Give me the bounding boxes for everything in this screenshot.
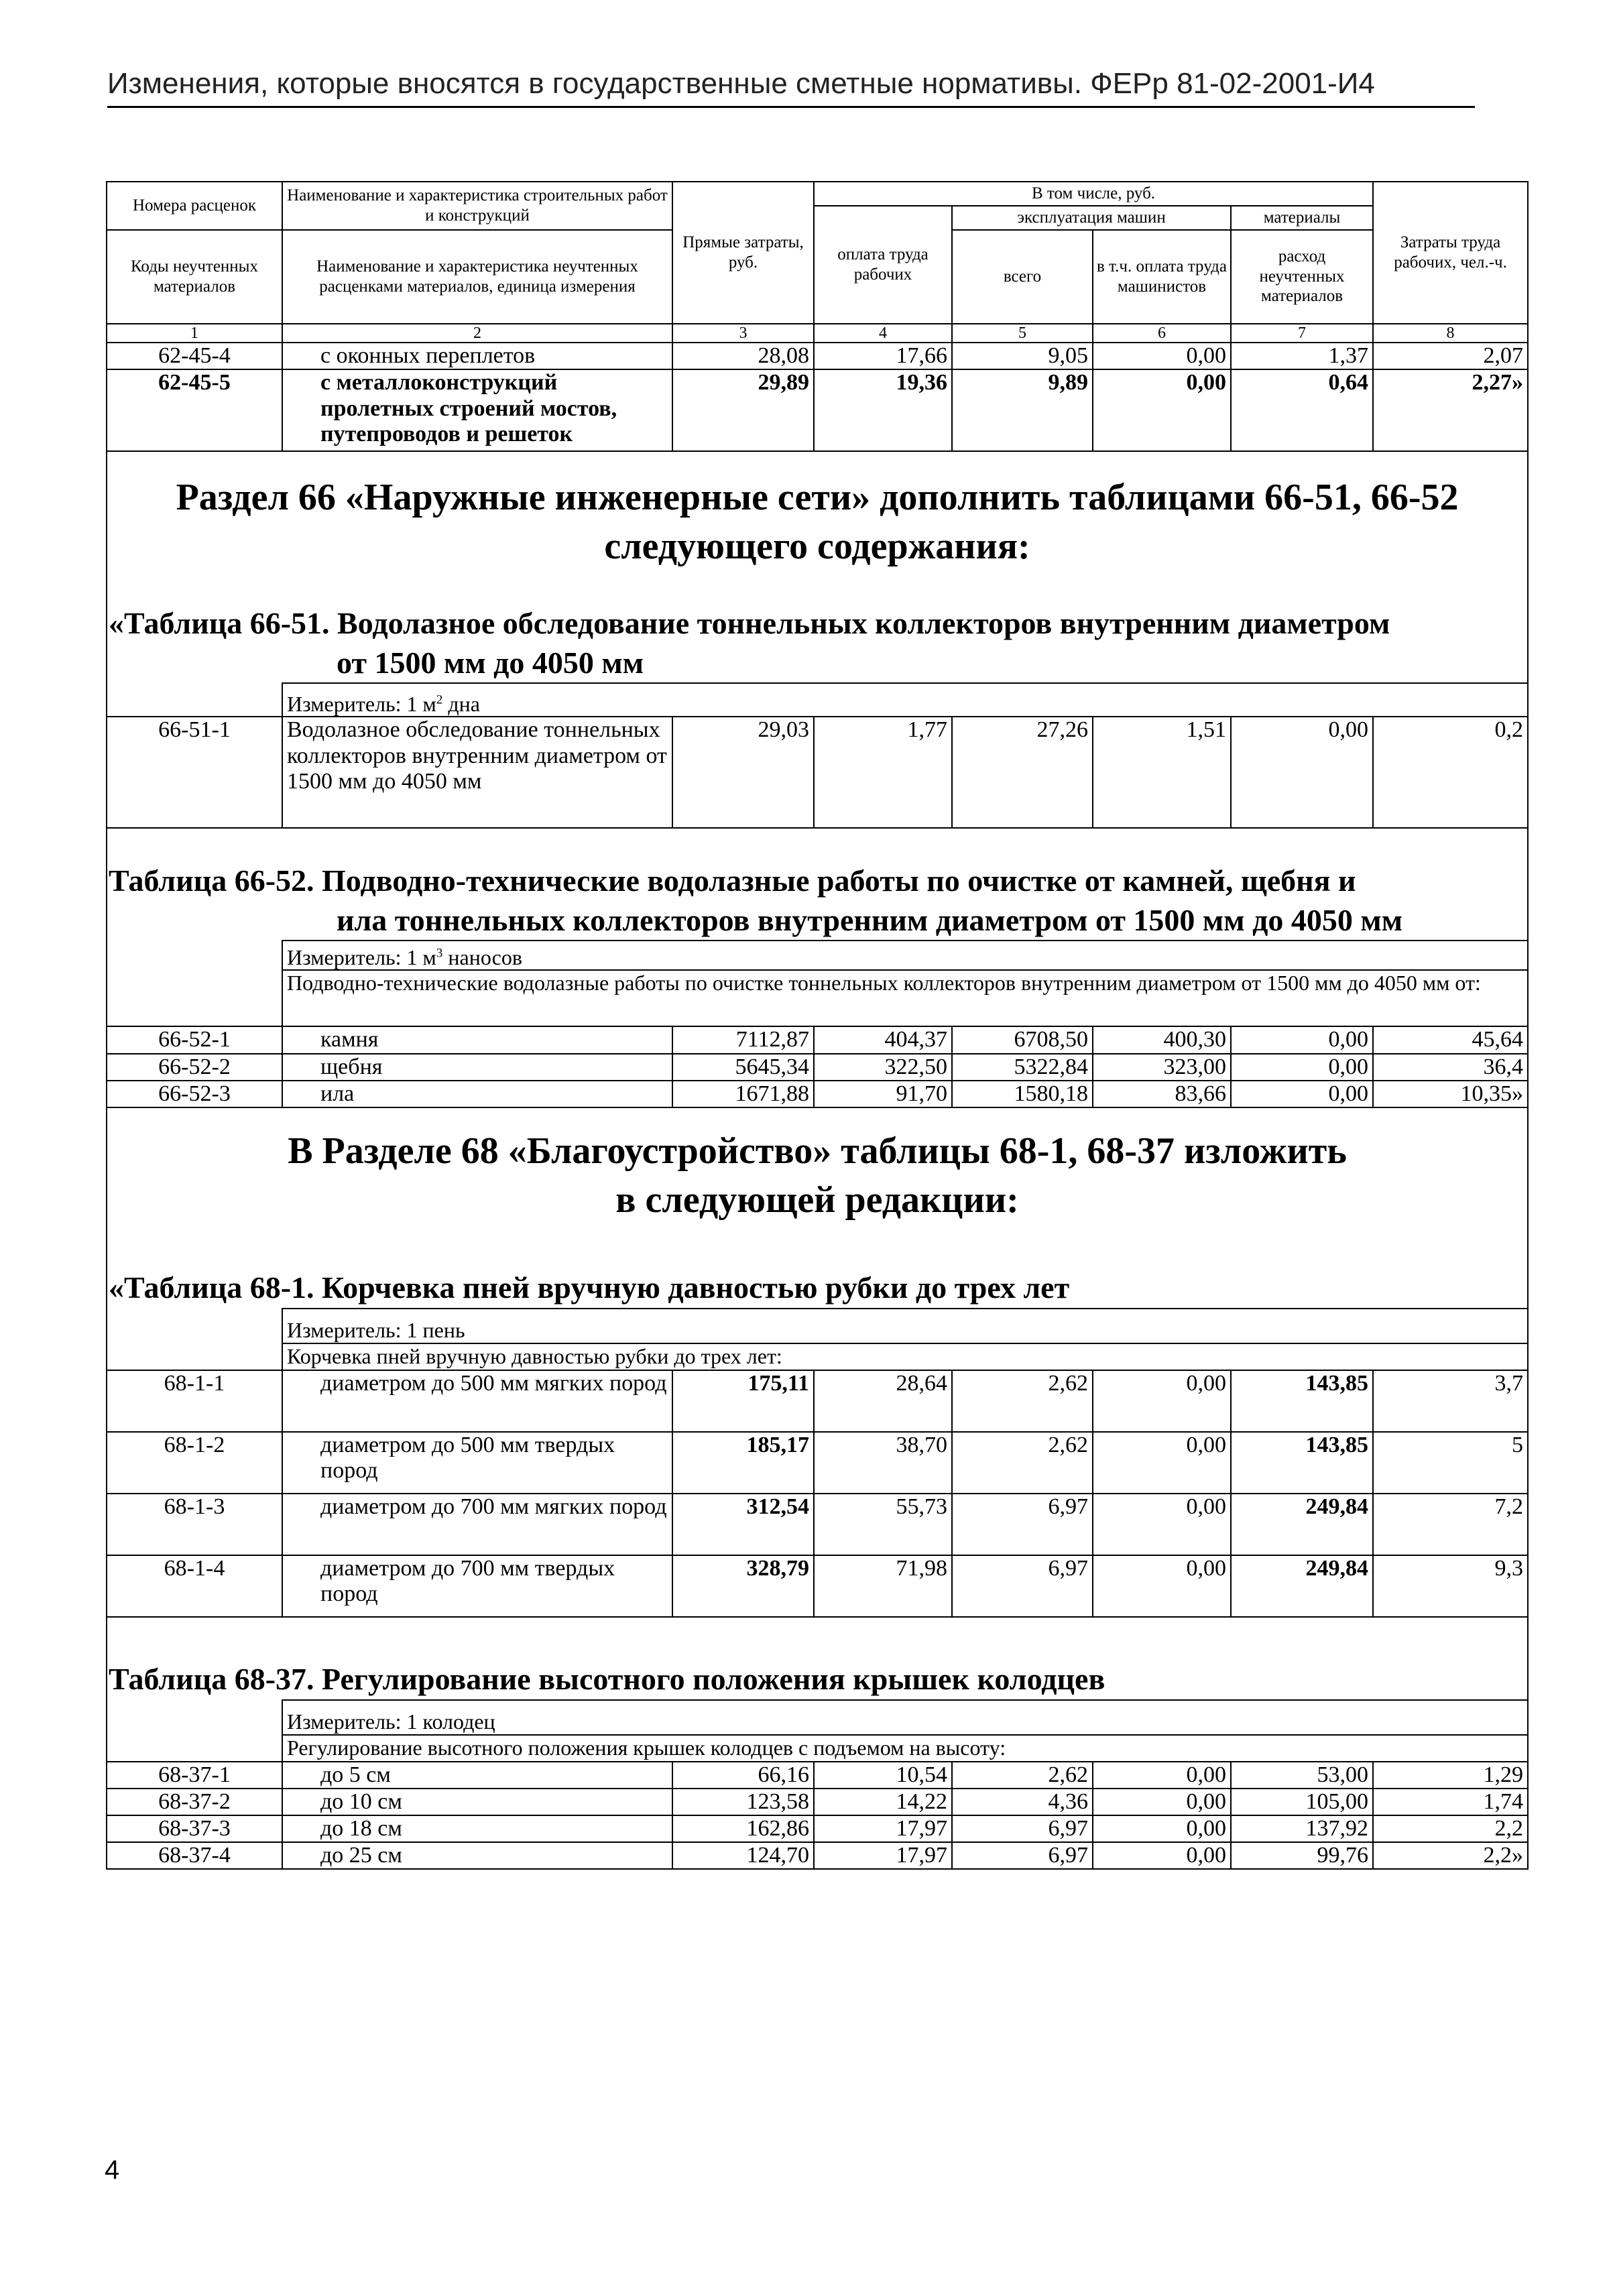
table-66-51-title: «Таблица 66-51. Водолазное обследование тоннельных коллекторов внутренним диаметром от 1500 мм до 4050 мм bbox=[107, 592, 1528, 683]
section-68-banner-line1: В Разделе 68 «Благоустройство» таблицы 68-1, 68-37 изложить bbox=[288, 1130, 1347, 1172]
header-incl-group: В том числе, руб. bbox=[814, 182, 1373, 206]
table-row: 62-45-5 с металлоконструкций пролетных строений мостов, путепроводов и решеток 29,89 19,36 9,89 0,00 0,64 2,27» bbox=[107, 369, 1528, 451]
table-row: 66-52-3 ила 1671,88 91,70 1580,18 83,66 0,00 10,35» bbox=[107, 1081, 1528, 1107]
header-machines-total: всего bbox=[952, 230, 1093, 324]
table-row: 68-1-4 диаметром до 700 мм твердых пород 328,79 71,98 6,97 0,00 249,84 9,3 bbox=[107, 1555, 1528, 1617]
table-row: 68-37-2 до 10 см 123,58 14,22 4,36 0,00 105,00 1,74 bbox=[107, 1789, 1528, 1815]
colnum-7: 7 bbox=[1231, 324, 1373, 343]
table-row: 66-51-1 Водолазное обследование тоннельных коллекторов внутренним диаметром от 1500 мм до 4050 мм 29,03 1,77 27,26 1,51 0,00 0,2 bbox=[107, 717, 1528, 828]
table-66-52-title: Таблица 66-52. Подводно-технические водолазные работы по очистке от камней, щебня и ила тоннельных коллекторов внутренним диаметром от 1500 мм до 4050 мм bbox=[107, 828, 1528, 941]
colnum-4: 4 bbox=[814, 324, 952, 343]
colnum-5: 5 bbox=[952, 324, 1093, 343]
table-row: 68-37-4 до 25 см 124,70 17,97 6,97 0,00 99,76 2,2» bbox=[107, 1842, 1528, 1869]
header-machines-operators: в т.ч. оплата труда машинистов bbox=[1093, 230, 1231, 324]
table-68-37-meter: Измеритель: 1 колодец bbox=[282, 1700, 1528, 1735]
colnum-8: 8 bbox=[1373, 324, 1528, 343]
table-66-52-meter: Измеритель: 1 $м^3$ наносов bbox=[282, 941, 1528, 970]
page-number: 4 bbox=[105, 2155, 120, 2185]
section-68-banner bbox=[107, 1107, 1528, 1244]
header-col1-bottom: Коды неучтенных материалов bbox=[107, 230, 282, 324]
header-col1-top: Номера расценок bbox=[107, 182, 282, 230]
table-68-1-group: Корчевка пней вручную давностью рубки до трех лет: bbox=[282, 1343, 1528, 1370]
table-66-52-group: Подводно-технические водолазные работы по очистке тоннельных коллекторов внутренним диаметром от 1500 мм до 4050 мм от: bbox=[282, 970, 1528, 1026]
header-machines-group: эксплуатация машин bbox=[952, 206, 1231, 230]
table-row: 68-1-3 диаметром до 700 мм мягких пород 312,54 55,73 6,97 0,00 249,84 7,2 bbox=[107, 1494, 1528, 1555]
table-68-1-meter: Измеритель: 1 пень bbox=[282, 1309, 1528, 1343]
table-68-37-group: Регулирование высотного положения крышек колодцев с подъемом на высоту: bbox=[282, 1735, 1528, 1762]
section-66-banner-line2: следующего содержания: bbox=[604, 525, 1030, 567]
section-66-banner-line1: Раздел 66 «Наружные инженерные сети» дополнить таблицами 66-51, 66-52 bbox=[176, 477, 1459, 519]
header-rule bbox=[107, 106, 1475, 108]
table-row: 68-1-1 диаметром до 500 мм мягких пород 175,11 28,64 2,62 0,00 143,85 3,7 bbox=[107, 1370, 1528, 1432]
table-row: 66-52-2 щебня 5645,34 322,50 5322,84 323,00 0,00 36,4 bbox=[107, 1054, 1528, 1081]
header-materials-unaccounted: расход неучтенных материалов bbox=[1231, 230, 1373, 324]
header-labor-pay: оплата труда рабочих bbox=[814, 206, 952, 324]
header-col2-top: Наименование и характеристика строительных работ и конструкций bbox=[282, 182, 672, 230]
table-row: 66-52-1 камня 7112,87 404,37 6708,50 400,30 0,00 45,64 bbox=[107, 1026, 1528, 1053]
header-direct-costs: Прямые затраты, руб. bbox=[672, 182, 814, 324]
page-header: Изменения, которые вносятся в государственные сметные нормативы. ФЕРр 81-02-2001-И4 bbox=[107, 67, 1375, 100]
header-materials-group: материалы bbox=[1231, 206, 1373, 230]
header-labor-costs: Затраты труда рабочих, чел.-ч. bbox=[1373, 182, 1528, 324]
table-row: 62-45-4 с оконных переплетов 28,08 17,66 9,05 0,00 1,37 2,07 bbox=[107, 343, 1528, 369]
table-row: 68-37-3 до 18 см 162,86 17,97 6,97 0,00 137,92 2,2 bbox=[107, 1815, 1528, 1842]
colnum-2: 2 bbox=[282, 324, 672, 343]
section-66-banner bbox=[107, 451, 1528, 592]
section-68-banner-line2: в следующей редакции: bbox=[615, 1179, 1019, 1221]
header-col2-bottom: Наименование и характеристика неучтенных расценками материалов, единица измерения bbox=[282, 230, 672, 324]
colnum-6: 6 bbox=[1093, 324, 1231, 343]
table-row: 68-37-1 до 5 см 66,16 10,54 2,62 0,00 53,00 1,29 bbox=[107, 1762, 1528, 1789]
norms-table bbox=[106, 181, 1529, 1870]
table-66-51-meter: Измеритель: 1 $м^2$ дна bbox=[282, 683, 1528, 717]
colnum-1: 1 bbox=[107, 324, 282, 343]
colnum-3: 3 bbox=[672, 324, 814, 343]
table-68-37-title: Таблица 68-37. Регулирование высотного положения крышек колодцев bbox=[107, 1617, 1528, 1700]
table-row: 68-1-2 диаметром до 500 мм твердых пород 185,17 38,70 2,62 0,00 143,85 5 bbox=[107, 1432, 1528, 1494]
table-68-1-title: «Таблица 68-1. Корчевка пней вручную давностью рубки до трех лет bbox=[107, 1244, 1528, 1309]
